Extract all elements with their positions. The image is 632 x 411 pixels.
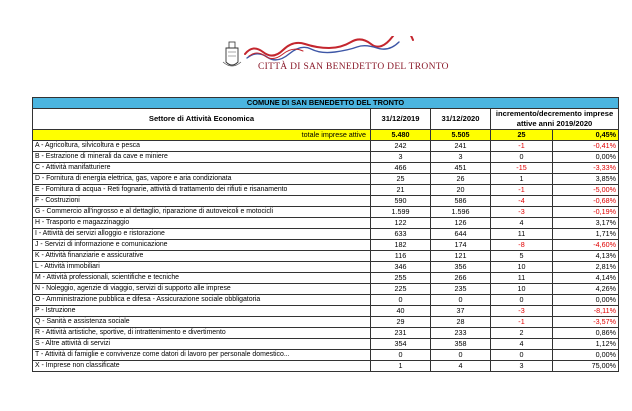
sector-cell: Q - Sanità e assistenza sociale	[33, 317, 371, 328]
percent-cell: 75,00%	[553, 361, 619, 372]
total-2020: 5.505	[431, 130, 491, 141]
percent-cell: 0,86%	[553, 328, 619, 339]
value-2019-cell: 0	[371, 350, 431, 361]
value-2020-cell: 233	[431, 328, 491, 339]
sector-cell: O - Amministrazione pubblica e difesa - Assicurazione sociale obbligatoria	[33, 295, 371, 306]
value-2020-cell: 174	[431, 240, 491, 251]
percent-cell: 0,00%	[553, 295, 619, 306]
percent-cell: 1,12%	[553, 339, 619, 350]
value-2019-cell: 0	[371, 295, 431, 306]
total-delta: 25	[491, 130, 553, 141]
value-2019-cell: 633	[371, 229, 431, 240]
table-row	[33, 163, 619, 174]
value-2020-cell: 241	[431, 141, 491, 152]
value-2019-cell: 122	[371, 218, 431, 229]
table-row	[33, 251, 619, 262]
percent-cell: -4,60%	[553, 240, 619, 251]
value-2020-cell: 4	[431, 361, 491, 372]
value-2019-cell: 225	[371, 284, 431, 295]
table-row	[33, 339, 619, 350]
value-2019-cell: 29	[371, 317, 431, 328]
value-2020-cell: 0	[431, 295, 491, 306]
delta-cell: -3	[491, 207, 553, 218]
delta-cell: 11	[491, 273, 553, 284]
percent-cell: -0,41%	[553, 141, 619, 152]
value-2020-cell: 121	[431, 251, 491, 262]
delta-cell: 1	[491, 174, 553, 185]
table-title: COMUNE DI SAN BENEDETTO DEL TRONTO	[33, 98, 619, 109]
percent-cell: 2,81%	[553, 262, 619, 273]
value-2019-cell: 40	[371, 306, 431, 317]
table-row	[33, 306, 619, 317]
total-label: totale imprese attive	[33, 130, 371, 141]
percent-cell: 0,00%	[553, 350, 619, 361]
value-2019-cell: 25	[371, 174, 431, 185]
percent-cell: 4,26%	[553, 284, 619, 295]
value-2019-cell: 116	[371, 251, 431, 262]
percent-cell: 1,71%	[553, 229, 619, 240]
delta-cell: 2	[491, 328, 553, 339]
delta-cell: 4	[491, 339, 553, 350]
table-row	[33, 328, 619, 339]
percent-cell: 3,85%	[553, 174, 619, 185]
logo-caption: CITTÀ DI SAN BENEDETTO DEL TRONTO	[258, 62, 449, 72]
table-row	[33, 185, 619, 196]
header-change: incremento/decremento imprese attive anni 2019/2020	[491, 109, 619, 130]
value-2019-cell: 231	[371, 328, 431, 339]
sector-cell: D - Fornitura di energia elettrica, gas, vapore e aria condizionata	[33, 174, 371, 185]
sector-cell: A - Agricoltura, silvicoltura e pesca	[33, 141, 371, 152]
value-2020-cell: 3	[431, 152, 491, 163]
value-2020-cell: 356	[431, 262, 491, 273]
sector-cell: R - Attività artistiche, sportive, di intrattenimento e divertimento	[33, 328, 371, 339]
delta-cell: -1	[491, 185, 553, 196]
sector-cell: X - Imprese non classificate	[33, 361, 371, 372]
percent-cell: 4,13%	[553, 251, 619, 262]
percent-cell: 4,14%	[553, 273, 619, 284]
table-row	[33, 218, 619, 229]
percent-cell: -3,33%	[553, 163, 619, 174]
header-sector: Settore di Attività Economica	[33, 109, 371, 130]
table-row	[33, 240, 619, 251]
delta-cell: 4	[491, 218, 553, 229]
table-row	[33, 350, 619, 361]
table-row	[33, 229, 619, 240]
delta-cell: -8	[491, 240, 553, 251]
table-row	[33, 141, 619, 152]
percent-cell: -5,00%	[553, 185, 619, 196]
delta-cell: -4	[491, 196, 553, 207]
total-2019: 5.480	[371, 130, 431, 141]
percent-cell: 0,00%	[553, 152, 619, 163]
sector-cell: F - Costruzioni	[33, 196, 371, 207]
value-2019-cell: 1	[371, 361, 431, 372]
percent-cell: -0,68%	[553, 196, 619, 207]
sector-cell: M - Attività professionali, scientifiche e tecniche	[33, 273, 371, 284]
table-header-row	[33, 109, 619, 130]
percent-cell: -3,57%	[553, 317, 619, 328]
delta-cell: -1	[491, 317, 553, 328]
value-2019-cell: 346	[371, 262, 431, 273]
value-2019-cell: 354	[371, 339, 431, 350]
wave-decoration-icon	[245, 36, 413, 60]
total-pct: 0,45%	[553, 130, 619, 141]
sector-cell: G - Commercio all'ingrosso e al dettaglio, riparazione di autoveicoli e motocicli	[33, 207, 371, 218]
sector-cell: H - Trasporto e magazzinaggio	[33, 218, 371, 229]
delta-cell: 0	[491, 295, 553, 306]
value-2019-cell: 590	[371, 196, 431, 207]
table-row	[33, 262, 619, 273]
value-2020-cell: 235	[431, 284, 491, 295]
value-2020-cell: 586	[431, 196, 491, 207]
percent-cell: -0,19%	[553, 207, 619, 218]
delta-cell: 0	[491, 152, 553, 163]
delta-cell: 10	[491, 262, 553, 273]
sector-cell: L - Attività immobiliari	[33, 262, 371, 273]
business-table	[32, 97, 619, 372]
value-2020-cell: 644	[431, 229, 491, 240]
sector-cell: S - Altre attività di servizi	[33, 339, 371, 350]
crest-icon	[223, 42, 241, 66]
header-2019: 31/12/2019	[371, 109, 431, 130]
sector-cell: K - Attività finanziarie e assicurative	[33, 251, 371, 262]
value-2020-cell: 266	[431, 273, 491, 284]
value-2019-cell: 466	[371, 163, 431, 174]
delta-cell: 11	[491, 229, 553, 240]
sector-cell: I - Attività dei servizi alloggio e ristorazione	[33, 229, 371, 240]
table-row	[33, 174, 619, 185]
delta-cell: -15	[491, 163, 553, 174]
value-2020-cell: 20	[431, 185, 491, 196]
table-row	[33, 273, 619, 284]
value-2020-cell: 0	[431, 350, 491, 361]
table-row	[33, 207, 619, 218]
table-row	[33, 196, 619, 207]
delta-cell: 10	[491, 284, 553, 295]
sector-cell: T - Attività di famiglie e convivenze come datori di lavoro per personale domestico...	[33, 350, 371, 361]
sector-cell: B - Estrazione di minerali da cave e miniere	[33, 152, 371, 163]
percent-cell: -8,11%	[553, 306, 619, 317]
header-2020: 31/12/2020	[431, 109, 491, 130]
value-2020-cell: 1.596	[431, 207, 491, 218]
sector-cell: N - Noleggio, agenzie di viaggio, servizi di supporto alle imprese	[33, 284, 371, 295]
sector-cell: E - Fornitura di acqua - Reti fognarie, attività di trattamento dei rifiuti e risanamento	[33, 185, 371, 196]
total-row	[33, 130, 619, 141]
table-row	[33, 317, 619, 328]
delta-cell: -3	[491, 306, 553, 317]
delta-cell: 5	[491, 251, 553, 262]
percent-cell: 3,17%	[553, 218, 619, 229]
value-2020-cell: 28	[431, 317, 491, 328]
value-2020-cell: 126	[431, 218, 491, 229]
table-row	[33, 152, 619, 163]
sector-cell: P - Istruzione	[33, 306, 371, 317]
delta-cell: 3	[491, 361, 553, 372]
delta-cell: -1	[491, 141, 553, 152]
value-2019-cell: 242	[371, 141, 431, 152]
city-logo	[215, 36, 425, 86]
value-2019-cell: 3	[371, 152, 431, 163]
value-2019-cell: 255	[371, 273, 431, 284]
value-2020-cell: 358	[431, 339, 491, 350]
value-2020-cell: 26	[431, 174, 491, 185]
table-row	[33, 295, 619, 306]
table-title-row	[33, 98, 619, 109]
table-body	[33, 141, 619, 372]
value-2019-cell: 21	[371, 185, 431, 196]
value-2019-cell: 1.599	[371, 207, 431, 218]
table-row	[33, 284, 619, 295]
value-2020-cell: 451	[431, 163, 491, 174]
sector-cell: J - Servizi di informazione e comunicazione	[33, 240, 371, 251]
delta-cell: 0	[491, 350, 553, 361]
value-2020-cell: 37	[431, 306, 491, 317]
sector-cell: C - Attività manifatturiere	[33, 163, 371, 174]
table-row	[33, 361, 619, 372]
value-2019-cell: 182	[371, 240, 431, 251]
